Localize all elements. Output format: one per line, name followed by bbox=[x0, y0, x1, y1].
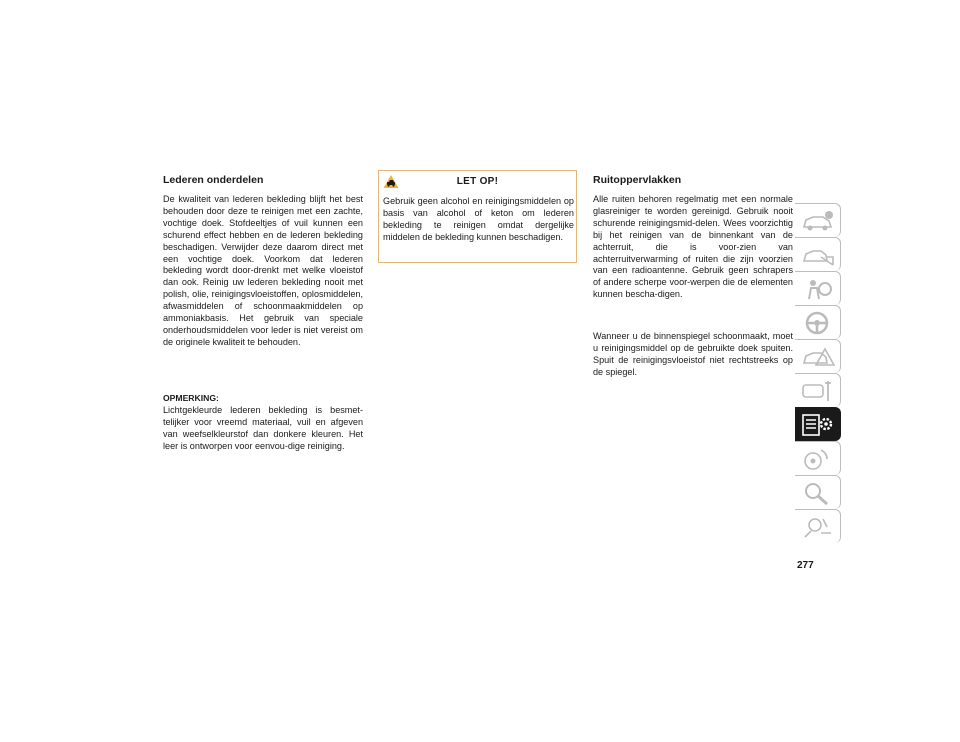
windows-body-text-1: Alle ruiten behoren regelmatig met een normale glasreiniger te worden gereinigd. Gebruik nooit schurende reinigingsmid-delen. Wees voorzichtig bij het reinigen van de binnenkant van de achterruit, die is voor-zien van achterruitverwarming of ruiten die zijn voorzien van een radioantenne. Gebruik geen schrapers of andere scherpe voor-werpen die de elementen kunnen bescha-digen. bbox=[593, 194, 793, 300]
page-number: 277 bbox=[797, 560, 814, 571]
leather-body-text: De kwaliteit van lederen bekleding blijft het best behouden door deze te reinigen met een zachte, vochtige doek. Stofdeeltjes of vuil kunnen een schurend effect hebben en de lederen bekleding beschadigen. Verwijder deze daarom direct met een vochtige doek. Voorkom dat lederen bekleding wordt door-drenkt met welke vloeistof dan ook. Reinig uw lederen bekleding nooit met polish, olie, reinigingsvloeistoffen, oplosmiddelen, afwasmiddelen of schoonmaakmiddelen op ammoniakbasis. Het gebruik van speciale onderhoudsmiddelen voor leder is niet vereist om de originele kwaliteit te behouden. bbox=[163, 194, 363, 347]
tab-multimedia[interactable] bbox=[795, 441, 841, 475]
search-icon bbox=[801, 481, 835, 505]
windows-body-text-2: Wanneer u de binnenspiegel schoonmaakt, moet u reinigingsmiddel op de gebruikte doek spuiten. Spuit de reinigingsvloeistof niet rechtstreeks op de spiegel. bbox=[593, 331, 793, 377]
car-service-icon bbox=[801, 379, 835, 403]
tab-car-info[interactable] bbox=[795, 203, 841, 237]
car-key-icon bbox=[801, 243, 835, 267]
tab-specifications[interactable] bbox=[795, 407, 841, 441]
note-label: OPMERKING: bbox=[163, 393, 219, 403]
tab-car-service[interactable] bbox=[795, 373, 841, 407]
airbag-icon bbox=[801, 277, 835, 301]
spec-gear-icon bbox=[801, 413, 835, 437]
car-emergency-icon bbox=[801, 345, 835, 369]
language-icon bbox=[801, 515, 835, 539]
car-info-icon bbox=[801, 209, 835, 233]
note-body-text: Lichtgekleurde lederen bekleding is besmet-telijker voor vreemd materiaal, vuil en afgeven van weefselkleurstof dan donkere kleuren. Het leer is ontworpen voor eenvou-dige reiniging. bbox=[163, 405, 363, 451]
section-heading-windows: Ruitoppervlakken bbox=[593, 174, 682, 186]
tab-car-emergency[interactable] bbox=[795, 339, 841, 373]
warning-box bbox=[378, 170, 577, 263]
tab-car-key[interactable] bbox=[795, 237, 841, 271]
tab-language[interactable] bbox=[795, 509, 841, 543]
warning-title: LET OP! bbox=[456, 176, 499, 187]
tab-steering[interactable] bbox=[795, 305, 841, 339]
tab-search[interactable] bbox=[795, 475, 841, 509]
section-heading-leather: Lederen onderdelen bbox=[163, 174, 264, 186]
warning-header bbox=[379, 171, 576, 192]
warning-body-text: Gebruik geen alcohol en reinigingsmiddelen op basis van alcohol of keton om lederen bekleding te reinigen omdat dergelijke middelen de bekleding kunnen beschadigen. bbox=[383, 196, 574, 242]
multimedia-icon bbox=[801, 447, 835, 471]
tab-airbag[interactable] bbox=[795, 271, 841, 305]
steering-wheel-icon bbox=[801, 311, 835, 335]
